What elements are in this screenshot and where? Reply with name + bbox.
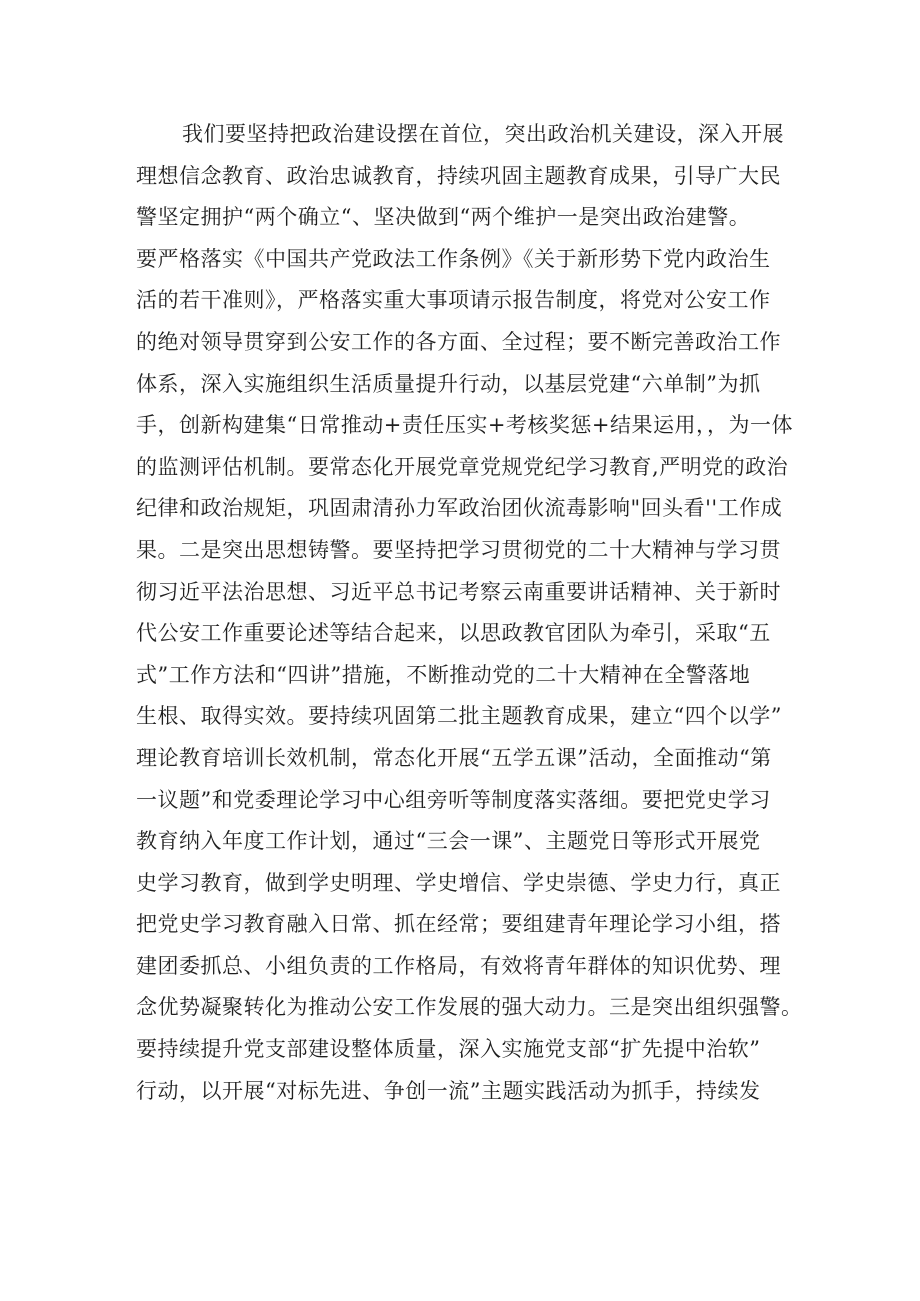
- text-line: 把党史学习教育融入日常、抓在经常；要组建青年理论学习小组，搭: [136, 912, 781, 937]
- text-line: 要持续提升党支部建设整体质量，深入实施党支部“扩先提中治软”: [136, 1037, 761, 1062]
- text-line: 行动，以开展“对标先进、争创一流”主题实践活动为抓手，持续发: [136, 1078, 761, 1103]
- text-line: 理想信念教育、政治忠诚教育，持续巩固主题教育成果，引导广大民: [136, 163, 781, 188]
- text-line: 警坚定拥护“两个确立“、坚决做到“两个维护一是突出政治建警。: [136, 205, 751, 230]
- text-line: 念优势凝聚转化为推动公安工作发展的强大动力。三是突出组织强警。: [136, 995, 803, 1020]
- text-line: 体系，深入实施组织生活质量提升行动，以基层党建“六单制”为抓: [136, 371, 761, 396]
- text-line: 我们要坚持把政治建设摆在首位，突出政治机关建设，深入开展: [182, 122, 784, 146]
- text-line: 的监测评估机制。要常态化开展党章党规党纪学习教育,严明党的政治: [136, 454, 789, 479]
- text-line: 彻习近平法治思想、习近平总书记考察云南重要讲话精神、关于新时: [136, 579, 781, 604]
- text-line: 活的若干准则》，严格落实重大事项请示报告制度，将党对公安工作: [136, 288, 771, 313]
- text-line: 生根、取得实效。要持续巩固第二批主题教育成果，建立“四个以学”: [136, 704, 782, 729]
- text-line: 一议题”和党委理论学习中心组旁听等制度落实落细。要把党史学习: [136, 787, 771, 812]
- text-line: 教育纳入年度工作计划，通过“三会一课”、主题党日等形式开展党: [136, 829, 761, 854]
- text-line: 要严格落实《中国共产党政法工作条例》《关于新形势下党内政治生: [136, 246, 771, 271]
- body-paragraph: [136, 114, 803, 1112]
- text-line: 的绝对领导贯穿到公安工作的各方面、全过程；要不断完善政治工作: [136, 329, 781, 354]
- text-line: 代公安工作重要论述等结合起来，以思政教官团队为牵引，采取“五: [136, 621, 771, 646]
- text-line: 史学习教育，做到学史明理、学史增信、学史崇德、学史力行，真正: [136, 870, 781, 895]
- text-line: 纪律和政治规矩，巩固肃清孙力军政治团伙流毒影响"回头看''工作成: [136, 496, 783, 521]
- text-line: 建团委抓总、小组负责的工作格局，有效将青年群体的知识优势、理: [136, 953, 781, 978]
- text-line: 式”工作方法和“四讲”措施，不断推动党的二十大精神在全警落地: [136, 662, 751, 687]
- text-line: 果。二是突出思想铸警。要坚持把学习贯彻党的二十大精神与学习贯: [136, 537, 781, 562]
- text-line: 理论教育培训长效机制，常态化开展“五学五课”活动，全面推动“第: [136, 745, 772, 770]
- text-line: 手，创新构建集“日常推动+责任压实+考核奖惩+结果运用，，为一体: [136, 413, 794, 438]
